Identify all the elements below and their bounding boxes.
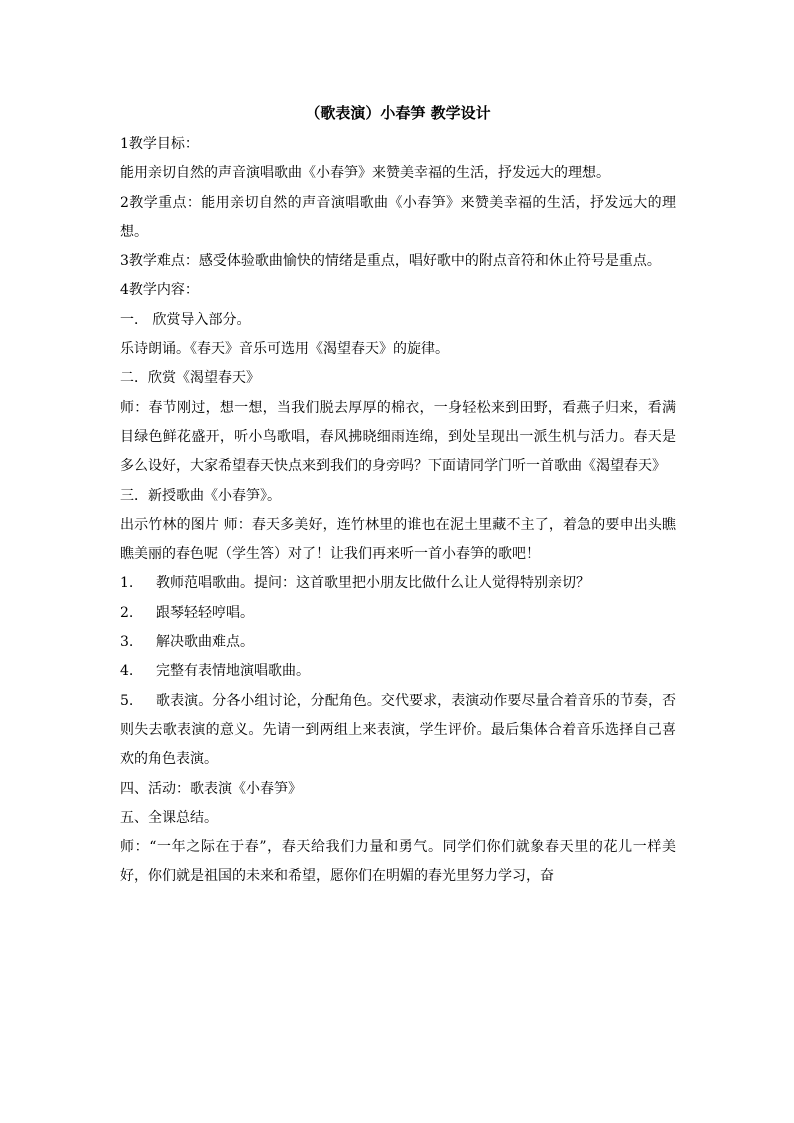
step-item bbox=[120, 687, 676, 775]
paragraph-key-point: 2教学重点：能用亲切自然的声音演唱歌曲《小春笋》来赞美幸福的生活，抒发远大的理想。 bbox=[120, 194, 676, 240]
step-number: 5. bbox=[120, 692, 134, 709]
step-item bbox=[120, 657, 676, 686]
paragraph-objective: 能用亲切自然的声音演唱歌曲《小春笋》来赞美幸福的生活，抒发远大的理想。 bbox=[120, 165, 610, 182]
paragraph-recitation: 乐诗朗诵。《春天》音乐可选用《渴望春天》的旋律。 bbox=[120, 341, 449, 358]
paragraph-content-heading: 4教学内容： bbox=[120, 282, 199, 299]
step-item bbox=[120, 628, 676, 657]
section-heading-4: 四、活动：歌表演《小春笋》 bbox=[120, 780, 302, 797]
section-heading-1: 一． 欣赏导入部分。 bbox=[120, 311, 251, 328]
paragraph-summary: 师：“一年之际在于春”，春天给我们力量和勇气。同学们你们就象春天里的花儿一样美好，你们就是祖国的未来和希望，愿你们在明媚的春光里努力学习，奋 bbox=[120, 839, 676, 885]
paragraph-difficulty: 3教学难点：感受体验歌曲愉快的情绪是重点，唱好歌中的附点音符和休止符号是重点。 bbox=[120, 253, 661, 270]
step-number: 2. bbox=[120, 604, 134, 621]
document-page bbox=[120, 101, 676, 892]
step-text: 歌表演。分各小组讨论，分配角色。交代要求，表演动作要尽量合着音乐的节奏，否则失去歌表演的意义。先请一到两组上来表演，学生评价。最后集体合着音乐选择自己喜欢的角色表演。 bbox=[120, 692, 676, 768]
paragraph-teacher-intro: 师：春节刚过，想一想，当我们脱去厚厚的棉衣，一身轻松来到田野，看燕子归来，看满目绿色鲜花盛开，听小鸟歌唱，春风拂晓细雨连绵，到处呈现出一派生机与活力。春天是多么设好，大家希望春天快点来到我们的身旁吗？下面请同学门听一首歌曲《渴望春天》 bbox=[120, 399, 676, 475]
step-item bbox=[120, 599, 676, 628]
step-item bbox=[120, 569, 676, 598]
step-number: 3. bbox=[120, 634, 134, 651]
step-number: 1. bbox=[120, 575, 134, 592]
step-text: 跟琴轻轻哼唱。 bbox=[156, 604, 254, 621]
step-text: 解决歌曲难点。 bbox=[156, 634, 254, 651]
step-text: 完整有表情地演唱歌曲。 bbox=[156, 663, 310, 680]
section-heading-2: 二．欣赏《渴望春天》 bbox=[120, 370, 260, 387]
section-heading-3: 三．新授歌曲《小春笋》。 bbox=[120, 487, 281, 504]
step-number: 4. bbox=[120, 663, 134, 680]
step-text: 教师范唱歌曲。提问：这首歌里把小朋友比做什么让人觉得特别亲切？ bbox=[156, 575, 590, 592]
paragraph-bamboo: 出示竹林的图片 师：春天多美好，连竹林里的谁也在泥土里藏不主了，着急的要申出头瞧瞧美丽的春色呢（学生答）对了！让我们再来听一首小春笋的歌吧！ bbox=[120, 516, 676, 563]
section-heading-5: 五、全课总结。 bbox=[120, 809, 218, 826]
paragraph-objective-heading: 1教学目标： bbox=[120, 136, 199, 152]
document-title: （歌表演）小春笋 教学设计 bbox=[305, 104, 491, 122]
